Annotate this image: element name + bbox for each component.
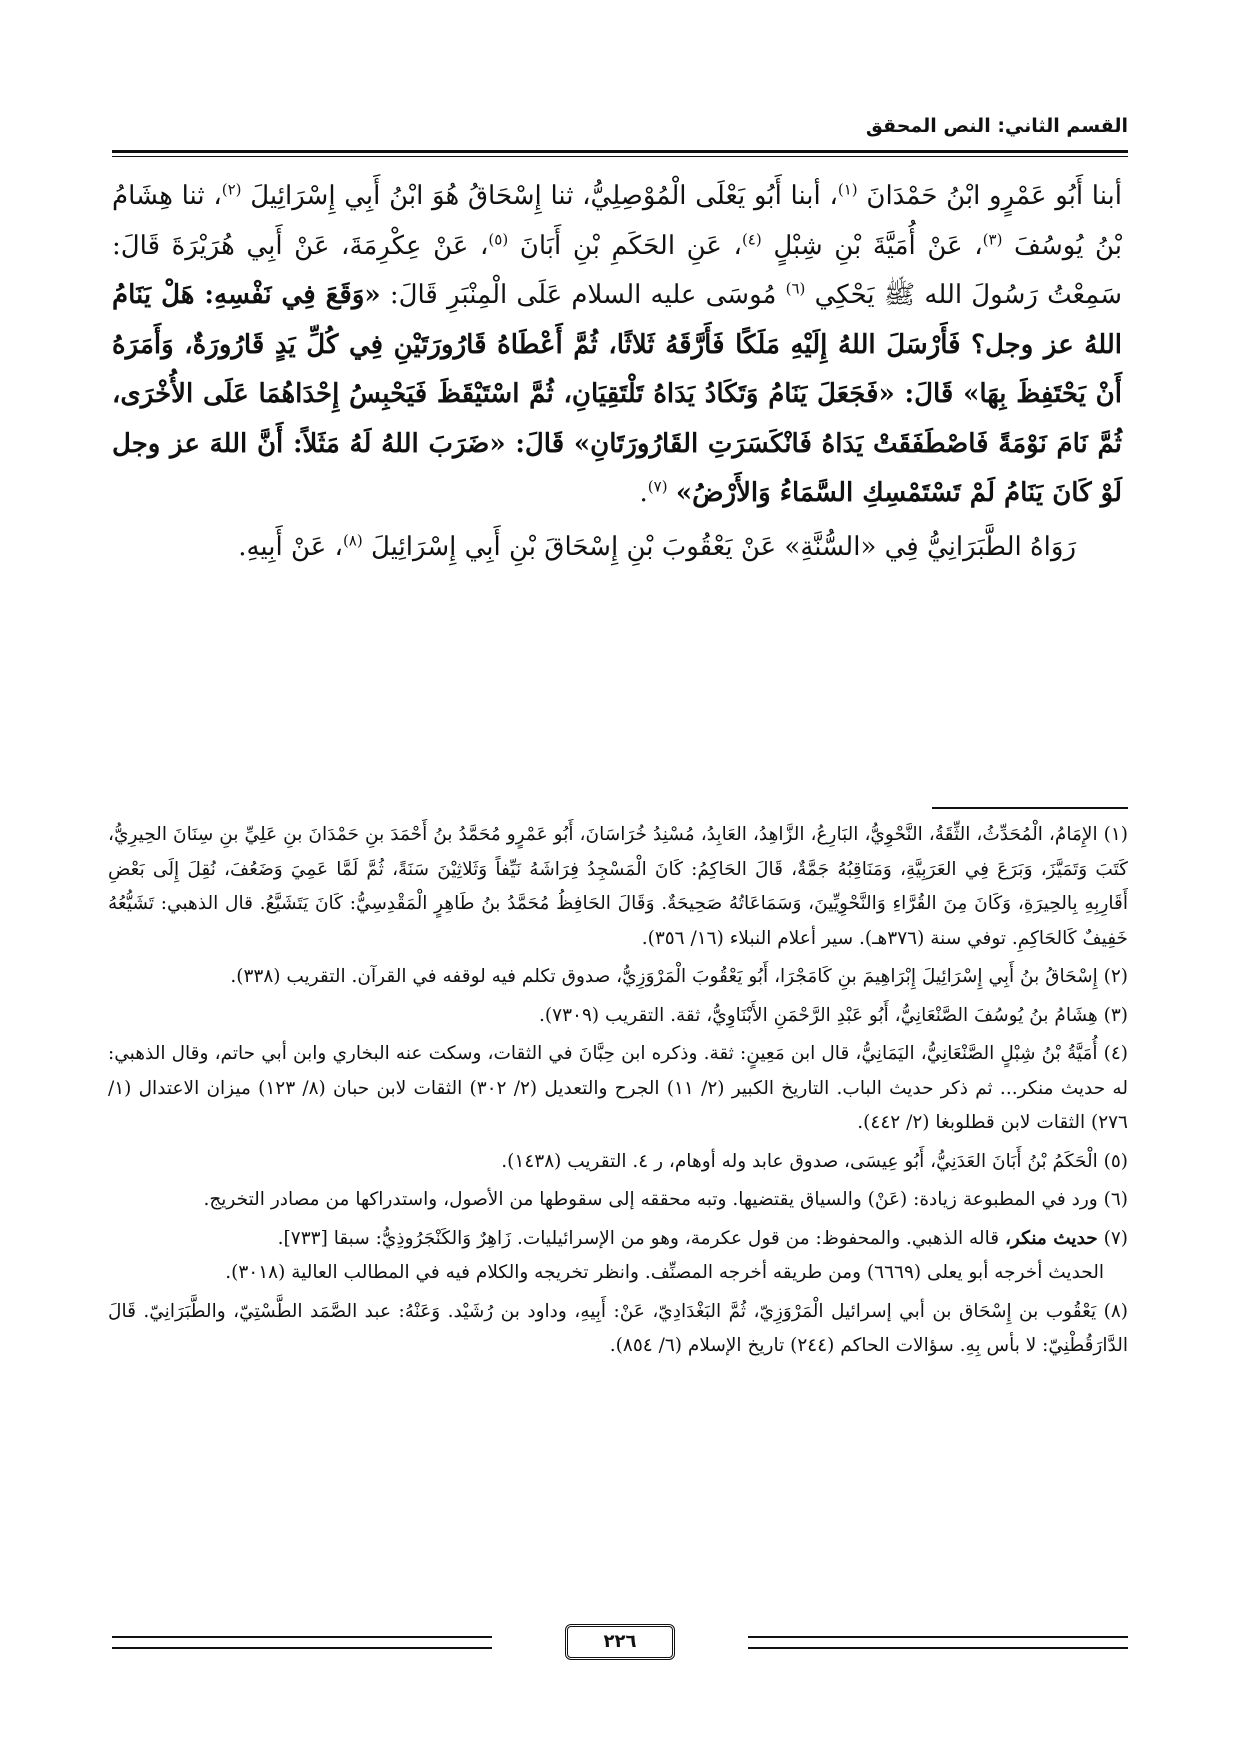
footnote-6	[108, 1183, 1128, 1218]
footnote-number: (٤)	[1103, 1043, 1128, 1064]
footnote-text: الإِمَامُ، الْمُحَدِّثُ، الثِّقَةُ، النَّحْوِيُّ، البَارِعُ، الزَّاهِدُ، العَابِدُ، مُسْنِدُ خُرَاسَانَ، أَبُو عَمْرٍو مُحَمَّدُ بنُ أَحْمَدَ بنِ حَمْدَانَ بنِ عَلِيِّ بنِ سِنَانَ الحِيرِيُّ، كَتَبَ وَتَمَيَّزَ، وَبَرَعَ فِي العَرَبِيَّةِ، وَمَنَاقِبُهُ جَمَّةٌ، قَالَ الحَاكِمُ: كَانَ الْمَسْجِدُ فِرَاشَهُ نَيِّفاً وَثَلاثِيْنَ سَنَةً، ثُمَّ لَمَّا عَمِيَ وَضَعُفَ، نُقِلَ إِلَى بَعْضِ أَقَارِبِهِ بِالحِيرَةِ، وَكَانَ مِنَ القُرَّاءِ وَالنَّحْوِيِّينَ، وَسَمَاعَاتُهُ صَحِيحَةٌ. وَقَالَ الحَافِظُ مُحَمَّدُ بنُ طَاهِرٍ الْمَقْدِسِيُّ: كَانَ يَتَشَيَّعُ. قال الذهبي: تَشَيُّعُهُ خَفِيفٌ كَالحَاكِمِ. توفي سنة (٣٧٦هـ). سير أعلام النبلاء (١٦/ ٣٥٦).	[108, 824, 1128, 949]
footnote-text: قاله الذهبي. والمحفوظ: من قول عكرمة، وهو من الإسرائيليات. زَاهِرٌ وَالكَنْجَرُوذِيُّ: سبقا [٧٣٣].	[277, 1227, 1005, 1249]
footnote-ref-6[interactable]: (٦)	[785, 279, 806, 298]
header-rule	[112, 150, 1128, 157]
footnote-separator	[932, 807, 1128, 809]
footnote-number: (٨)	[1103, 1300, 1128, 1322]
footnote-ref-5[interactable]: (٥)	[488, 229, 509, 248]
footnote-ref-8[interactable]: (٨)	[342, 530, 363, 549]
hadith-paragraph	[112, 172, 1122, 519]
footnote-text: الْحَكَمُ بْنُ أَبَانَ العَدَنِيُّ، أَبُو عِيسَى، صدوق عابد وله أوهام، ر ٤. التقريب (١٤٣٨).	[501, 1150, 1098, 1172]
isnad-text: ، ثنا هِشَامُ بْنُ يُوسُفَ	[112, 181, 1123, 261]
footnote-ref-1[interactable]: (١)	[837, 180, 858, 199]
footnote-text: إِسْحَاقُ بنُ أَبِي إِسْرَائِيلَ إِبْرَاهِيمَ بنِ كَامَجْرَا، أَبُو يَعْقُوبَ الْمَرْوَزِيُّ، صدوق تكلم فيه لوقفه في القرآن. التقريب (٣٣٨).	[230, 966, 1098, 987]
footnote-number: (٢)	[1103, 966, 1128, 987]
footnote-ref-3[interactable]: (٣)	[982, 229, 1003, 248]
riwaya-text: ، عَنْ أَبِيهِ.	[238, 531, 343, 562]
footer-rule-right	[748, 1636, 1128, 1649]
footnote-text: يَعْقُوب بن إِسْحَاق بن أبي إسرائيل الْمَرْوَزِيّ، ثُمَّ البَغْدَادِيّ، عَنْ: أَبِيهِ، وداود بن رُشَيْد. وَعَنْهُ: عبد الصَّمَد الطَّسْتِيّ، والطَّبَرَانِيّ. قَالَ الدَّارَقُطْنِيّ: لا بأس بِهِ. سؤالات الحاكم (٢٤٤) تاريخ الإسلام (٦/ ٨٥٤).	[108, 1300, 1128, 1356]
riwaya-paragraph	[112, 523, 1122, 573]
footnotes	[108, 818, 1128, 1368]
footnote-verdict: حديث منكر،	[1004, 1227, 1098, 1249]
footnote-8	[108, 1295, 1128, 1364]
footnote-1	[108, 818, 1128, 956]
footer-rule-left	[112, 1636, 492, 1649]
footnote-number: (٥)	[1103, 1150, 1128, 1172]
footnote-5	[108, 1145, 1128, 1180]
footnote-4	[108, 1037, 1128, 1141]
running-header-title: القسم الثاني: النص المحقق	[865, 115, 1128, 137]
footnote-number: (١)	[1103, 824, 1129, 845]
footnote-ref-7[interactable]: (٧)	[647, 477, 668, 496]
page-number: ٢٢٦	[565, 1624, 675, 1660]
isnad-text: ، أبنا أَبُو يَعْلَى الْمُوْصِلِيُّ، ثنا إِسْحَاقُ هُوَ ابْنُ أَبِي إِسْرَائِيلَ	[250, 181, 838, 211]
footnote-text: هِشَامُ بنُ يُوسُفَ الصَّنْعَانِيُّ، أَبُو عَبْدِ الرَّحْمَنِ الأَبْنَاوِيُّ، ثقة. التقريب (٧٣٠٩).	[539, 1004, 1098, 1026]
isnad-text: ، عَنْ عِكْرِمَةَ، عَنْ أَبِي هُرَيْرَةَ قَالَ: سَمِعْتُ رَسُولَ الله ﷺ يَحْكِي	[112, 230, 1122, 310]
footnote-2	[108, 960, 1128, 995]
footnote-text: ورد في المطبوعة زيادة: (عَنْ) والسياق يقتضيها. وتبه محققه إلى سقوطها من الأصول، واستدراكها من مصادر التخريج.	[203, 1189, 1098, 1210]
footnote-number: (٦)	[1103, 1189, 1128, 1210]
footnote-text: أُمَيَّةُ بْنُ شِبْلٍ الصَّنْعَانِيُّ، اليَمَانِيُّ، قال ابن مَعِينٍ: ثقة. وذكره ابن حِبَّانَ في الثقات، وسكت عنه البخاري وابن أبي حاتم، وقال الذهبي: له حديث منكر... ثم ذكر حديث الباب. التاريخ الكبير (٢/ ١١) الجرح والتعديل (٢/ ٣٠٢) الثقات لابن حبان (٨/ ١٢٣) ميزان الاعتدال (١/ ٢٧٦) الثقات لابن قطلوبغا (٢/ ٤٤٢).	[108, 1043, 1128, 1133]
footnote-3	[108, 999, 1128, 1034]
footnote-ref-2[interactable]: (٢)	[221, 180, 242, 199]
isnad-text: ، عَنِ الحَكَمِ بْنِ أَبَانَ	[519, 230, 742, 261]
footnote-continuation: الحديث أخرجه أبو يعلى (٦٦٦٩) ومن طريقه أخرجه المصنِّف. وانظر تخريجه والكلام فيه في المطالب العالية (٣٠١٨).	[225, 1262, 1104, 1283]
footnote-number: (٧)	[1103, 1227, 1128, 1249]
isnad-text: مُوسَى عليه السلام عَلَى الْمِنْبَرِ قَالَ:	[380, 280, 786, 310]
isnad-text: أبنا أَبُو عَمْرٍو ابْنُ حَمْدَانَ	[866, 181, 1123, 211]
footnote-ref-4[interactable]: (٤)	[741, 229, 762, 248]
isnad-text: ، عَنْ أُمَيَّةَ بْنِ شِبْلٍ	[773, 230, 983, 261]
footnote-number: (٣)	[1103, 1004, 1128, 1026]
footnote-7	[108, 1222, 1128, 1291]
matn-text: «وَقَعَ فِي نَفْسِهِ: هَلْ يَنَامُ اللهُ عز وجل؟ فَأَرْسَلَ اللهُ إِلَيْهِ مَلَكًا فَأَرَّقَهُ ثَلاثًا، ثُمَّ أَعْطَاهُ قَارُورَتَيْنِ فِي كُلِّ يَدٍ قَارُورَةٌ، وَأَمَرَهُ أَنْ يَحْتَفِظَ بِهَا» قَالَ: «فَجَعَلَ يَنَامُ وَتَكَادُ يَدَاهُ تَلْتَقِيَانِ، ثُمَّ اسْتَيْقَظَ فَيَحْبِسُ إِحْدَاهُمَا عَلَى الأُخْرَى، ثُمَّ نَامَ نَوْمَةً فَاصْطَفَقَتْ يَدَاهُ فَانْكَسَرَتِ القَارُورَتَانِ» قَالَ: «ضَرَبَ اللهُ لَهُ مَثَلاً: أَنَّ اللهَ عز وجل لَوْ كَانَ يَنَامُ لَمْ تَسْتَمْسِكِ السَّمَاءُ وَالأَرْضُ»	[112, 280, 1122, 508]
main-text	[112, 172, 1122, 572]
riwaya-text: رَوَاهُ الطَّبَرَانِيُّ فِي «السُّنَّةِ» عَنْ يَعْقُوبَ بْنِ إِسْحَاقَ بْنِ أَبِي إِسْرَائِيلَ	[370, 531, 1076, 562]
matn-end: .	[639, 478, 648, 508]
